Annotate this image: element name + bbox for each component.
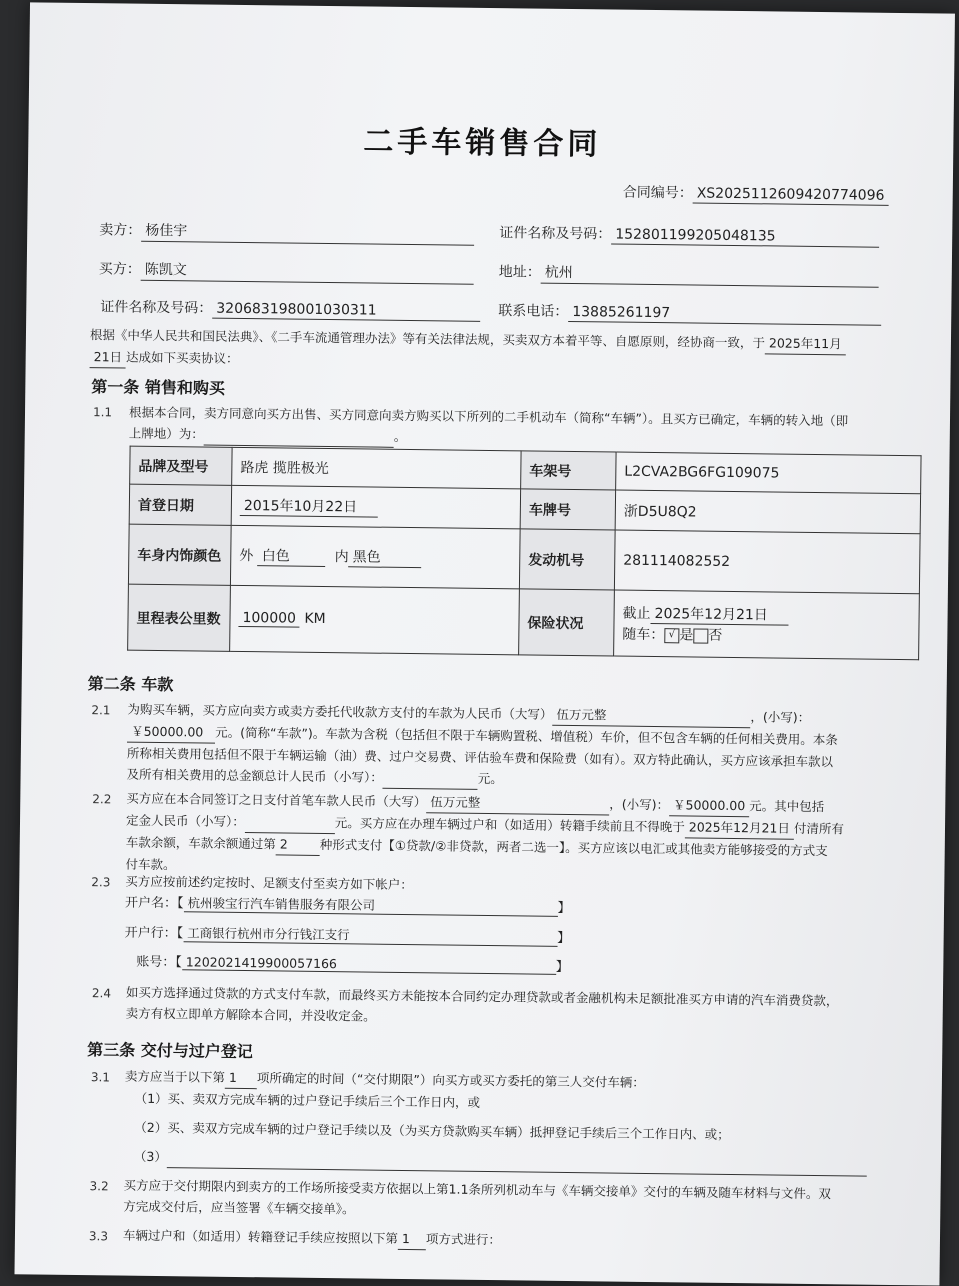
clause-2-1-number: 2.1	[91, 703, 111, 718]
account-name-close: 】	[557, 900, 571, 917]
insurance-prefix: 截止	[622, 605, 651, 622]
color-label: 车身内饰颜色	[128, 524, 231, 585]
mileage-cell	[230, 585, 520, 655]
clause-2-4-a: 如买方选择通过贷款的方式支付车款，而最终买方未能按本合同约定办理贷款或者金融机构未足额批准买方申请的汽车消费贷款，	[125, 984, 839, 1009]
account-number-label: 账号：【	[136, 954, 182, 971]
contract-number-value: XS2025112609420774096	[693, 185, 889, 205]
buyer-label: 买方：	[98, 261, 141, 278]
registration-label: 首登日期	[129, 484, 231, 525]
transfer-location-blank	[204, 424, 394, 448]
insurance-label: 保险状况	[519, 589, 615, 656]
preamble	[90, 324, 846, 377]
engine-label: 发动机号	[519, 529, 615, 590]
clause-1-1-number: 1.1	[92, 405, 113, 420]
clause-3-1-number: 3.1	[90, 1070, 111, 1085]
buyer-address-label: 地址：	[498, 264, 541, 281]
color-interior: 黑色	[349, 546, 422, 568]
down-payment-upper: 伍万元整	[426, 791, 609, 815]
clause-2-2-d: 定金人民币（小写）：	[125, 812, 245, 830]
color-cell	[230, 525, 520, 589]
plate-label: 车牌号	[520, 489, 615, 530]
buyer-row	[99, 258, 474, 285]
mileage-value: 100000	[238, 610, 300, 628]
clause-2-2-number: 2.2	[92, 792, 112, 807]
delivery-option-3: （3）	[133, 1148, 167, 1165]
table-row	[128, 524, 920, 594]
seller-id-label: 证件名称及号码：	[499, 225, 612, 243]
clause-2-4	[126, 982, 839, 1033]
table-row	[128, 584, 920, 660]
down-payment-amount: ￥50000.00	[669, 794, 749, 817]
clause-2-2-a: 买方应在本合同签订之日支付首笔车款人民币（大写）	[126, 790, 427, 810]
insurance-date: 2025年12月21日	[650, 603, 788, 626]
clause-2-2-g: 车款余额，车款余额通过第	[125, 834, 276, 852]
clause-2-2-c: 元。其中包括	[749, 798, 825, 815]
account-name-row	[125, 892, 571, 917]
clause-2-2-b: ，(小写)：	[609, 796, 670, 813]
plate-value: 浙D5U8Q2	[615, 490, 920, 534]
color-exterior: 白色	[258, 545, 326, 567]
preamble-date-a: 2025年11月	[765, 332, 846, 355]
insurance-no-label: 否	[708, 627, 723, 644]
clause-1-1-line1: 根据本合同，卖方同意向买方出售、买方同意向卖方购买以下所列的二手机动车（简称“车辆”）。且买方已确定，车辆的转入地（即	[128, 404, 849, 429]
seller-id-row	[499, 222, 879, 248]
clause-2-2-f: 付清所有	[793, 820, 845, 837]
payoff-date: 2025年12月21日	[685, 816, 794, 839]
deposit-blank	[245, 811, 335, 834]
bank-close: 】	[557, 930, 571, 947]
buyer-id-label: 证件名称及号码：	[100, 299, 213, 317]
clause-3-2	[123, 1175, 831, 1226]
account-number: 1202021419900057166	[182, 954, 556, 975]
seller-label: 卖方：	[99, 222, 142, 239]
vin-value: L2CVA2BG6FG109075	[616, 452, 921, 494]
preamble-line1: 根据《中华人民共和国民法典》、《二手车流通管理办法》等有关法律法规，买卖双方本着平等、自愿原则，经协商一致，于	[89, 327, 766, 351]
clause-3-3-number: 3.3	[88, 1229, 109, 1244]
account-name: 杭州骏宝行汽车销售服务有限公司	[183, 893, 557, 917]
color-interior-prefix: 内	[334, 549, 349, 566]
delivery-option-3-blank	[167, 1146, 867, 1177]
clause-2-3-number: 2.3	[91, 875, 111, 890]
clause-3-3-b: 项方式进行：	[425, 1231, 502, 1248]
clause-2-1-e: 及所有相关费用的总金额总计人民币（小写）：	[126, 766, 383, 785]
clause-2-2-i: 付车款。	[125, 856, 176, 873]
clause-1-1	[129, 402, 849, 454]
article-2-heading: 第二条 车款	[87, 674, 174, 695]
account-name-label: 开户名：【	[124, 895, 184, 912]
vin-label: 车架号	[521, 451, 616, 490]
vehicle-table	[127, 446, 921, 661]
brand-label: 品牌及型号	[130, 446, 232, 485]
buyer-address-row	[499, 261, 879, 288]
clause-2-3: 买方应按前述约定按时、足额支付至卖方如下帐户：	[125, 873, 413, 893]
clause-3-2-b: 方完成交付后，应当签署《车辆交接单》。	[123, 1198, 355, 1217]
contract-number	[623, 182, 889, 205]
total-amount-blank	[383, 767, 478, 790]
clause-2-1-a: 为购买车辆，买方应向卖方或卖方委托代收款方支付的车款为人民币（大写）	[127, 701, 553, 722]
buyer-phone-row	[498, 300, 881, 326]
insurance-with-car: 随车：	[622, 626, 665, 644]
clause-3-3-a: 车辆过户和（如适用）转籍登记手续应按照以下第	[122, 1227, 399, 1246]
contract-page	[14, 2, 954, 1285]
delivery-option-2: （2）买、卖双方完成车辆的过户登记手续以及（为买方贷款购买车辆）抵押登记手续后三个工作日内、或；	[134, 1119, 730, 1142]
clause-3-1-b: 项所确定的时间（“交付期限”）向买方或买方委托的第三人交付车辆：	[256, 1070, 645, 1090]
account-number-row	[136, 951, 569, 975]
delivery-choice: 1	[225, 1067, 257, 1089]
seller-row	[99, 219, 474, 246]
buyer-id-row	[100, 296, 480, 322]
preamble-date-b: 21日	[90, 346, 127, 368]
account-number-close: 】	[555, 959, 569, 976]
article-1-heading: 第一条 销售和购买	[91, 377, 226, 398]
clause-2-1-d: 所称相关费用包括但不限于车辆运输（油）费、过户交易费、评估验车费和保险费（如有）。双方特此确认，买方应该承担车款以	[126, 745, 834, 770]
clause-2-4-number: 2.4	[91, 986, 112, 1001]
insurance-cell	[614, 590, 920, 660]
delivery-option-1: （1）买、卖双方完成车辆的过户登记手续后三个工作日内，或	[134, 1090, 481, 1110]
mileage-unit: KM	[304, 610, 326, 628]
transfer-choice: 1	[398, 1228, 426, 1250]
registration-cell	[231, 485, 520, 529]
clause-2-2-e: 元。买方应在办理车辆过户和（如适用）转籍手续前且不得晚于	[334, 815, 685, 835]
buyer-address-value: 杭州	[541, 262, 879, 288]
payment-method-choice: 2	[276, 833, 320, 856]
buyer-phone-value: 13885261197	[568, 304, 881, 326]
page-title: 二手车销售合同	[363, 124, 602, 163]
clause-2-1-b: ，(小写)：	[750, 709, 811, 725]
mileage-label: 里程表公里数	[128, 584, 231, 651]
clause-3-3	[123, 1225, 501, 1252]
registration-value: 2015年10月22日	[240, 495, 378, 518]
bank-name: 工商银行杭州市分行钱江支行	[183, 923, 557, 947]
clause-3-1	[124, 1066, 868, 1177]
total-price-upper: 伍万元整	[552, 704, 750, 728]
buyer-id-value: 320683198001030311	[212, 301, 480, 322]
insurance-yes-checkbox[interactable]: √	[664, 628, 679, 643]
clause-2-1-f: 元。	[477, 770, 503, 787]
contract-number-label: 合同编号：	[622, 184, 693, 202]
clause-3-2-number: 3.2	[89, 1179, 109, 1194]
clause-2-2	[125, 788, 844, 884]
clause-2-1-c: 元。(简称“车款”)。车款为含税（包括但不限于车辆购置税、增值税）车价，但不包含车辆的任何相关费用。本条	[215, 724, 838, 748]
color-exterior-prefix: 外	[239, 547, 254, 565]
clause-2-4-b: 卖方有权立即单方解除本合同，并没收定金。	[125, 1005, 376, 1024]
engine-value: 281114082552	[614, 530, 920, 594]
bank-label: 开户行：【	[124, 925, 184, 942]
clause-3-2-a: 买方应于交付期限内到卖方的工作场所接受卖方依据以上第1.1条所列机动车与《车辆交接单》交付的车辆及随车材料与文件。双	[123, 1177, 832, 1202]
bank-row	[125, 922, 571, 947]
seller-id-value: 152801199205048135	[611, 226, 879, 247]
clause-1-1-line2: 上牌地）为：	[128, 425, 204, 442]
buyer-phone-label: 联系电话：	[498, 303, 569, 320]
insurance-no-checkbox[interactable]	[693, 628, 708, 643]
insurance-yes-label: 是	[679, 627, 694, 644]
clause-3-1-a: 卖方应当于以下第	[124, 1068, 226, 1085]
total-price-amount: ￥50000.00	[127, 721, 215, 744]
clause-1-1-end: 。	[393, 428, 407, 444]
brand-value: 路虎 揽胜极光	[232, 447, 521, 489]
preamble-line2: 达成如下买卖协议：	[126, 349, 239, 366]
article-3-heading: 第三条 交付与过户登记	[87, 1040, 253, 1062]
buyer-name: 陈凯文	[141, 259, 474, 285]
clause-2-1	[126, 699, 838, 795]
seller-name: 杨佳宇	[141, 220, 474, 246]
clause-2-2-h: 种形式支付【①贷款/②非贷款，两者二选一】。买方应该以电汇或其他卖方能够接受的方式支	[319, 836, 828, 859]
